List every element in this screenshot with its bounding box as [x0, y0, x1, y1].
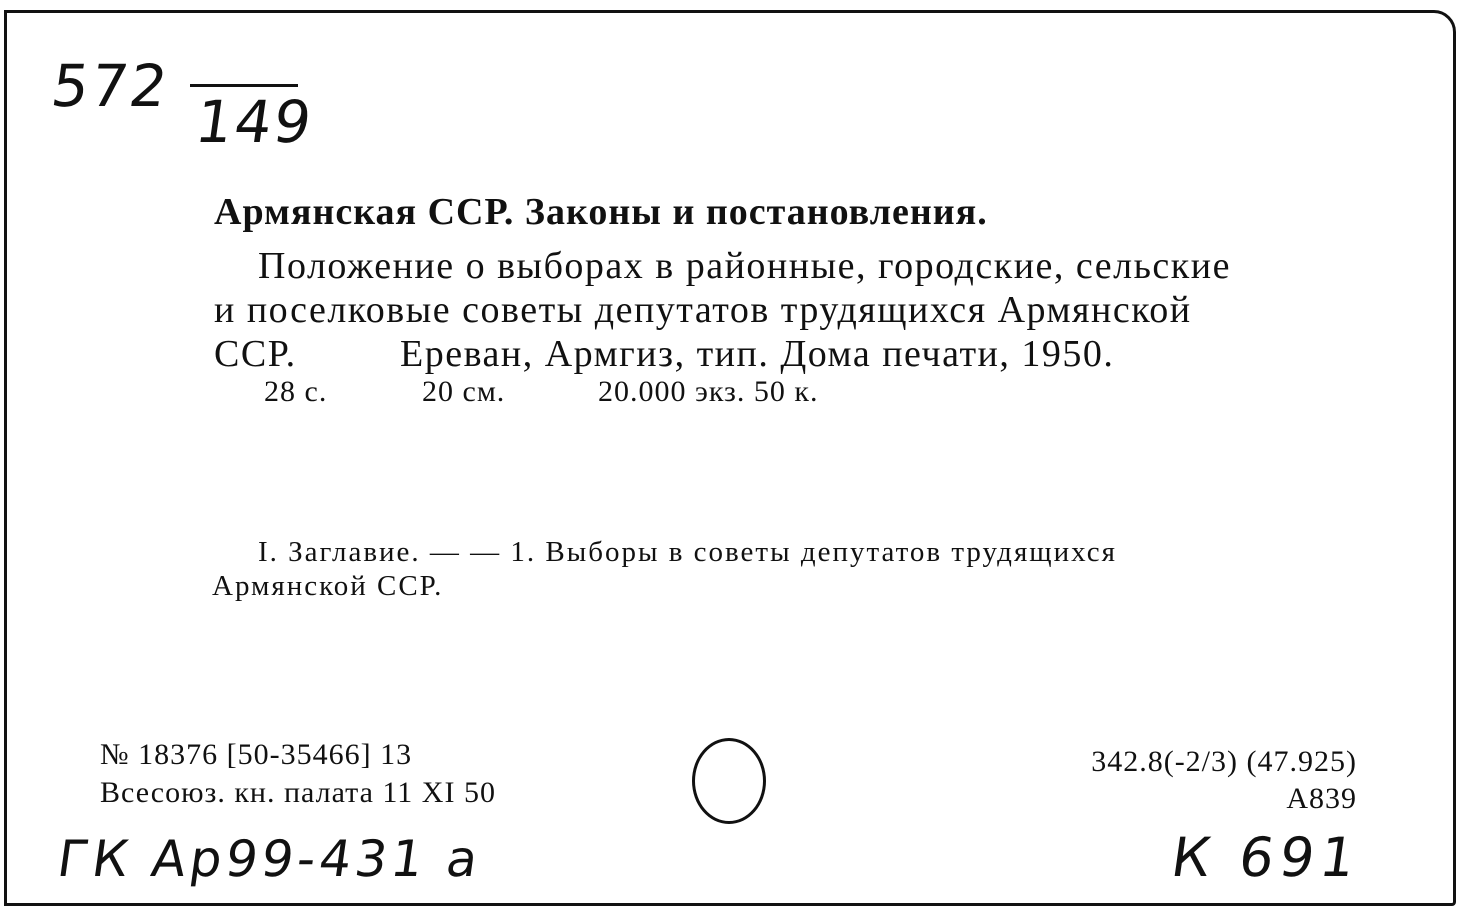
card-heading: Армянская ССР. Законы и постановления.: [214, 191, 988, 233]
handwritten-shelf-number: 149: [191, 88, 318, 156]
handwritten-code: К 691: [1167, 826, 1366, 889]
body-line-1: Положение о выборах в районные, городские, сельские: [258, 245, 1231, 287]
handwritten-call-number: 572: [47, 52, 174, 120]
classification-code: 342.8(-2/3) (47.925): [1091, 745, 1357, 778]
registration-number: № 18376 [50-35466] 13: [100, 738, 413, 771]
handwritten-inventory-number: ГК Ар99-431 а: [53, 830, 486, 888]
collation-pages: 28 с.: [264, 375, 328, 408]
collation-size: 20 см.: [422, 375, 506, 408]
collation-copies-price: 20.000 экз. 50 к.: [598, 375, 819, 408]
punch-hole: [692, 738, 766, 824]
book-chamber-line: Всесоюз. кн. палата 11 XI 50: [100, 776, 496, 809]
body-line-3: ССР.: [214, 333, 297, 375]
fraction-line: [190, 84, 298, 87]
tracing-line-2: Армянской ССР.: [212, 570, 444, 602]
imprint-line: Ереван, Армгиз, тип. Дома печати, 1950.: [400, 333, 1115, 375]
body-line-2: и поселковые советы депутатов трудящихся Армянской: [214, 289, 1192, 331]
tracing-line-1: I. Заглавие. — — 1. Выборы в советы депутатов трудящихся: [258, 536, 1118, 568]
author-code: А839: [1286, 782, 1357, 815]
